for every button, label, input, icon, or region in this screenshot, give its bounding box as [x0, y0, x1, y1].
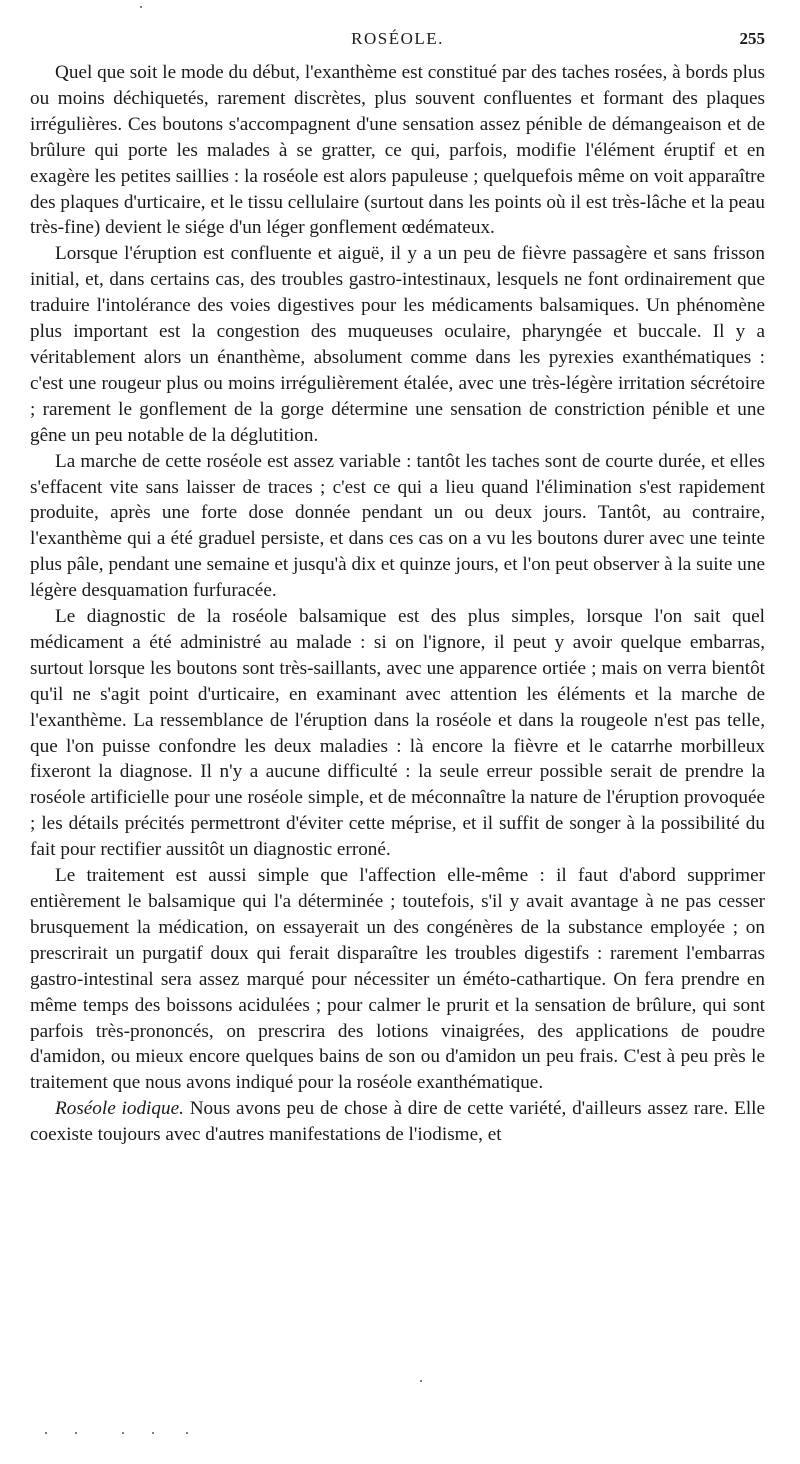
body-text	[30, 60, 765, 1148]
page-header	[30, 29, 765, 53]
paragraph: Quel que soit le mode du début, l'exanthème est constitué par des taches rosées, à bords plus ou moins déchiquetés, rarement discrètes, plus souvent confluentes et formant des plaques irrégulières. Ces boutons s'accompagnent d'une sensation assez pénible de démangeaison et de brûlure qui porte les malades à se gratter, ce qui, parfois, modifie l'élément éruptif et en exagère les petites saillies : la roséole est alors papuleuse ; quelquefois même on voit apparaître des plaques d'urticaire, et le tissu cellulaire (surtout dans les points où il est très-lâche et la peau très-fine) devient le siége d'un léger gonflement œdémateux.	[30, 62, 765, 239]
paragraph: La marche de cette roséole est assez variable : tantôt les taches sont de courte durée, et elles s'effacent vite sans laisser de traces ; c'est ce qui a lieu quand l'élimination s'est rapidement produite, après une forte dose donnée pendant un ou deux jours. Tantôt, au contraire, l'exanthème qui a été graduel persiste, et dans ces cas on a vu les boutons durer avec une teinte plus pâle, pendant une semaine et jusqu'à dix et quinze jours, et l'on peut observer à la suite une légère desquamation furfuracée.	[30, 450, 765, 602]
page-number: 255	[739, 29, 765, 48]
paragraph-text: Nous avons peu de chose à dire de cette variété, d'ailleurs assez rare. Elle coexiste toujours avec d'autres manifestations de l'iodisme, et	[30, 1098, 765, 1146]
variety-name: Roséole iodique.	[55, 1098, 184, 1120]
print-speck	[152, 1432, 154, 1434]
print-speck	[75, 1432, 77, 1434]
print-speck	[122, 1432, 124, 1434]
paragraph-roseole-iodique	[30, 1096, 765, 1148]
paragraph: Le diagnostic de la roséole balsamique est des plus simples, lorsque l'on sait quel médicament a été administré au malade : si on l'ignore, il peut y avoir quelque embarras, surtout lorsque les boutons sont très-saillants, avec une apparence ortiée ; mais on verra bientôt qu'il ne s'agit point d'urticaire, en examinant avec attention les éléments et la marche de l'exanthème. La ressemblance de l'éruption dans la roséole et dans la rougeole n'est pas telle, que l'on puisse confondre les deux maladies : là encore la fièvre et le catarrhe morbilleux fixeront la diagnose. Il n'y a aucune difficulté : la seule erreur possible serait de prendre la roséole artificielle pour une roséole simple, et de méconnaître la nature de l'éruption provoquée ; les détails précités permettront d'éviter cette méprise, et il suffit de songer à la possibilité du fait pour rectifier aussitôt un diagnostic erroné.	[30, 606, 765, 861]
print-speck	[45, 1432, 47, 1434]
print-speck	[186, 1432, 188, 1434]
paragraph: Lorsque l'éruption est confluente et aiguë, il y a un peu de fièvre passagère et sans frisson initial, et, dans certains cas, des troubles gastro-intestinaux, lesquels ne font ordinairement que traduire l'intolérance des voies digestives pour les médicaments balsamiques. Un phénomène plus important est la congestion des muqueuses oculaire, pharyngée et buccale. Il y a véritablement alors un énanthème, absolument comme dans les pyrexies exanthématiques : c'est une rougeur plus ou moins irrégulièrement étalée, avec une très-légère irritation sécrétoire ; rarement le gonflement de la gorge détermine une sensation de constriction pénible et une gêne un peu notable de la déglutition.	[30, 243, 765, 446]
print-speck	[140, 6, 142, 8]
running-title: ROSÉOLE.	[351, 29, 444, 48]
paragraph: Le traitement est aussi simple que l'affection elle-même : il faut d'abord supprimer entièrement le balsamique qui l'a déterminée ; toutefois, s'il y avait avantage à ne pas cesser brusquement la médication, on essayerait un des congénères de la substance employée ; on prescrirait un purgatif doux qui ferait disparaître les troubles digestifs : rarement l'embarras gastro-intestinal sera assez marqué pour nécessiter un éméto-cathartique. On fera prendre en même temps des boissons acidulées ; pour calmer le prurit et la sensation de brûlure, qui sont parfois très-prononcés, on prescrira des lotions vinaigrées, des applications de poudre d'amidon, ou mieux encore quelques bains de son ou d'amidon un peu frais. C'est à peu près le traitement que nous avons indiqué pour la roséole exanthématique.	[30, 865, 765, 1094]
print-speck	[420, 1380, 422, 1382]
